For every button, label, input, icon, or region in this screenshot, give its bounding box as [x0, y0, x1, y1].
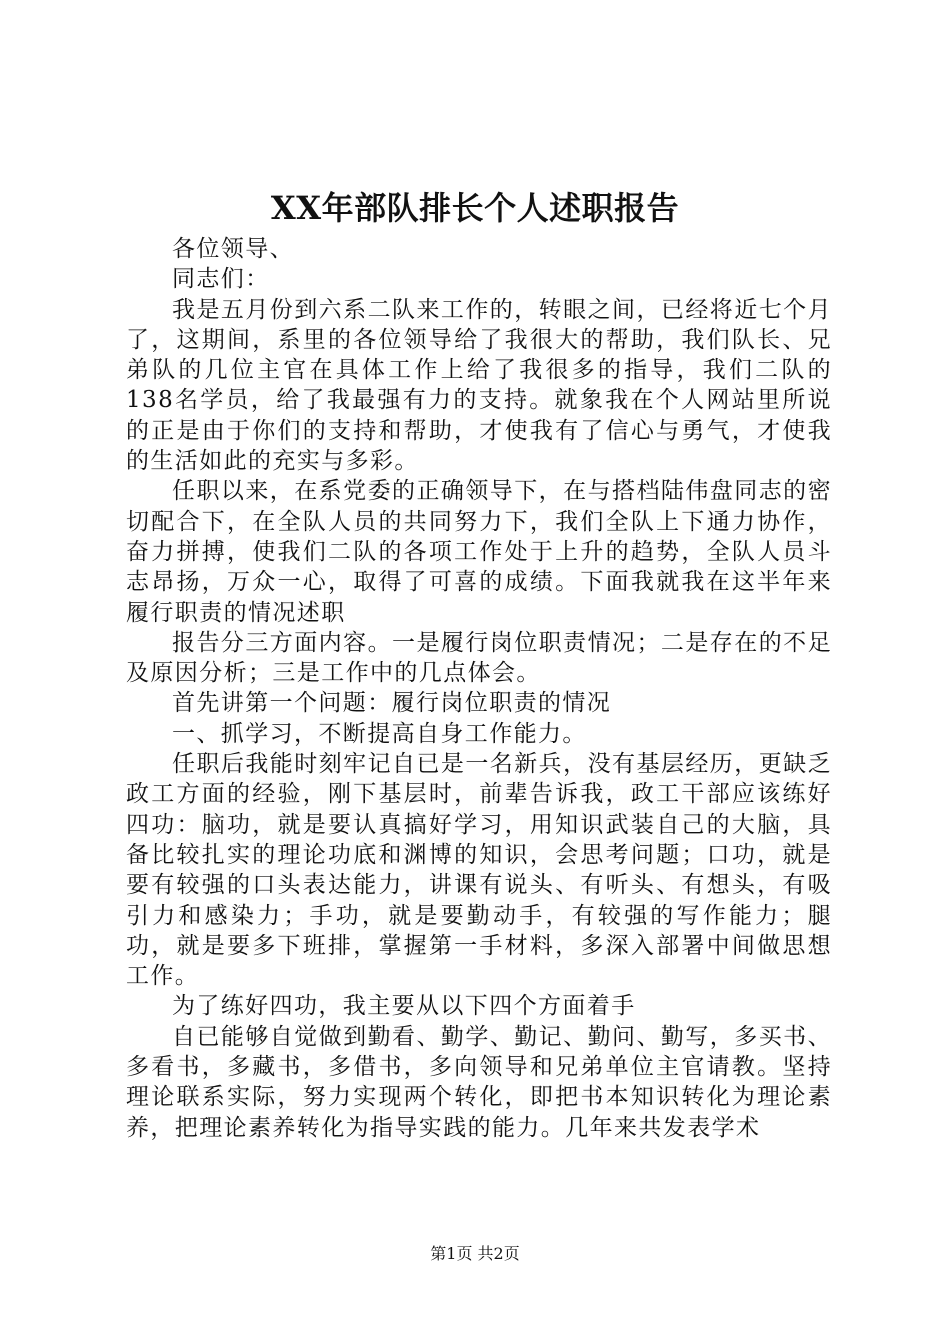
document-title: XX年部队排长个人述职报告	[270, 189, 680, 227]
paragraph-four-aspects: 为了练好四功，我主要从以下四个方面着手	[172, 993, 636, 1020]
salutation-line-2: 同志们：	[172, 266, 270, 293]
paragraph-self-study: 自已能够自觉做到勤看、勤学、勤记、勤问、勤写，多买书、多看书，多藏书，多借书，多向领导和兄弟单位主官请教。坚持理论联系实际，努力实现两个转化，即把书本知识转化为理论素养，把理论素养转化为指导实践的能力。几年来共发表学术	[126, 1023, 832, 1141]
paragraph-four-skills: 任职后我能时刻牢记自已是一名新兵，没有基层经历，更缺乏政工方面的经验，刚下基层时，前辈告诉我，政工干部应该练好四功：脑功，就是要认真搞好学习，用知识武装自己的大脑，具备比较扎实的理论功底和渊博的知识，会思考问题；口功，就是要有较强的口头表达能力，讲课有说头、有听头、有想头，有吸引力和感染力；手功，就是要勤动手，有较强的写作能力；腿功，就是要多下班排，掌握第一手材料，多深入部署中间做思想工作。	[126, 751, 832, 990]
section-heading-study: 一、抓学习，不断提高自身工作能力。	[172, 720, 587, 747]
paragraph-first-issue: 首先讲第一个问题：履行岗位职责的情况	[172, 690, 612, 717]
paragraph-intro: 我是五月份到六系二队来工作的，转眼之间，已经将近七个月了，这期间，系里的各位领导给了我很大的帮助，我们队长、兄弟队的几位主官在具体工作上给了我很多的指导，我们二队的138名学员，给了我最强有力的支持。就象我在个人网站里所说的正是由于你们的支持和帮助，才使我有了信心与勇气，才使我的生活如此的充实与多彩。	[126, 296, 832, 475]
page-number-footer: 第1页 共2页	[430, 1244, 520, 1263]
salutation-line-1: 各位领导、	[172, 236, 294, 262]
paragraph-report-outline: 报告分三方面内容。一是履行岗位职责情况；二是存在的不足及原因分析；三是工作中的几点体会。	[126, 629, 832, 687]
paragraph-since-appointment: 任职以来，在系党委的正确领导下，在与搭档陆伟盘同志的密切配合下，在全队人员的共同努力下，我们全队上下通力协作，奋力拼搏，使我们二队的各项工作处于上升的趋势，全队人员斗志昂扬，万众一心，取得了可喜的成绩。下面我就我在这半年来履行职责的情况述职	[126, 478, 832, 626]
document-body	[126, 234, 832, 1143]
